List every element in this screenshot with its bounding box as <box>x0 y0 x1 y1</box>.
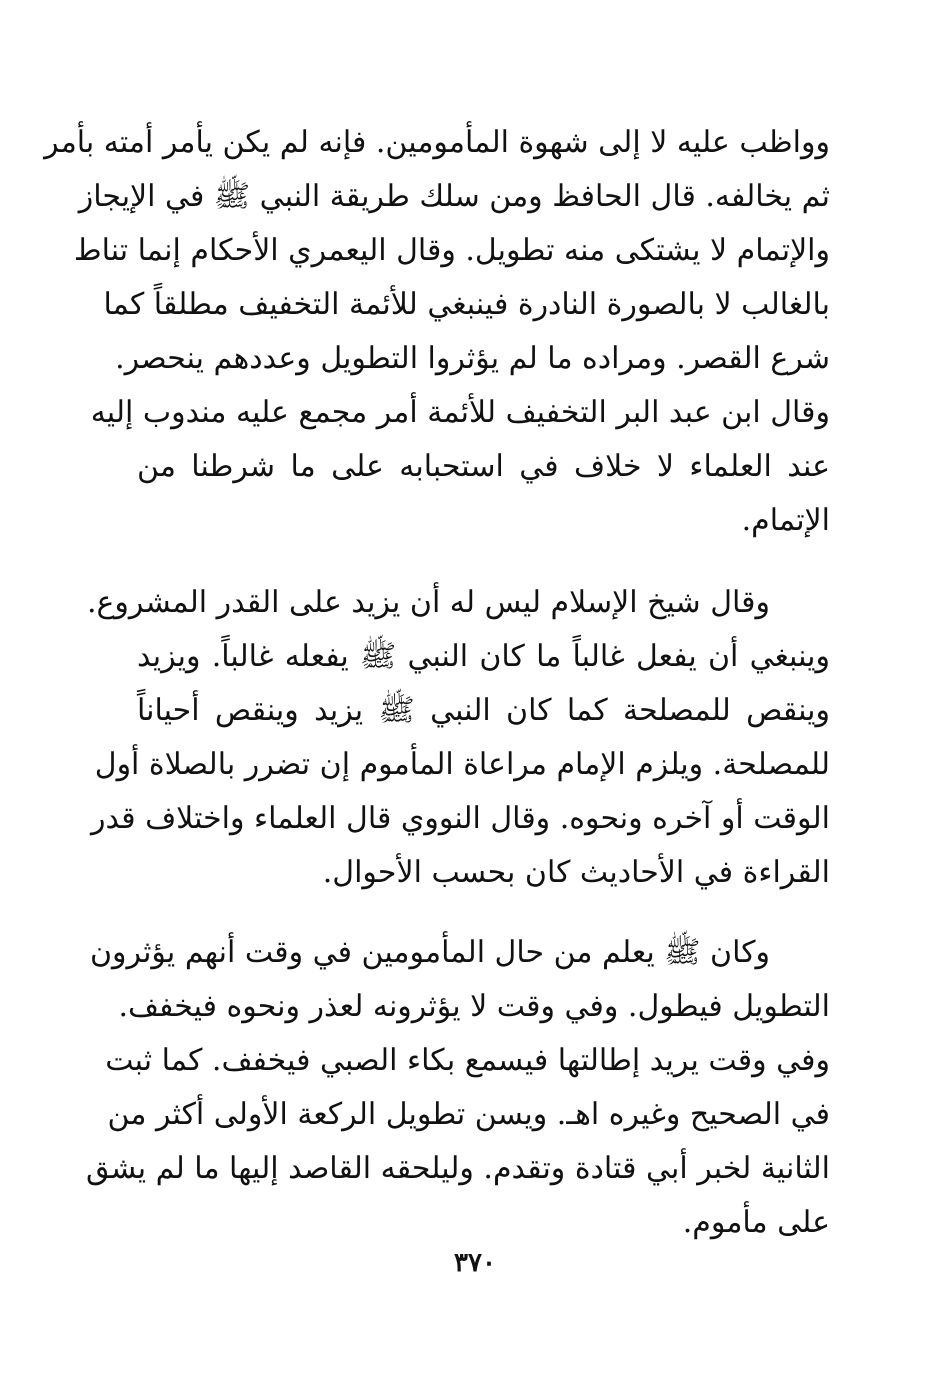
text-line: شرع القصر. ومراده ما لم يؤثروا التطويل وعددهم ينحصر. <box>115 341 830 376</box>
text-line: القراءة في الأحاديث كان بحسب الأحوال. <box>322 855 830 890</box>
text-line: وفي وقت يريد إطالتها فيسمع بكاء الصبي فيخفف. كما ثبت <box>105 1043 830 1078</box>
text-line: في الصحيح وغيره اهـ. ويسن تطويل الركعة الأولى أكثر من <box>107 1097 830 1132</box>
page-number: ٣٧٠ <box>454 1248 496 1278</box>
text-line: الإتمام. <box>741 503 830 538</box>
paragraph-2 <box>86 576 830 900</box>
text-line: للمصلحة. ويلزم الإمام مراعاة المأموم إن تضرر بالصلاة أول <box>94 747 830 782</box>
paragraph-3 <box>86 926 830 1250</box>
text-line: الثانية لخبر أبي قتادة وتقدم. وليلحقه القاصد إليها ما لم يشق <box>86 1151 830 1186</box>
text-line: وقال شيخ الإسلام ليس له أن يزيد على القدر المشروع. <box>86 585 770 620</box>
text-line: ثم يخالفه. قال الحافظ ومن سلك طريقة النبي ﷺ في الإيجاز <box>78 179 830 214</box>
text-line: الوقت أو آخره ونحوه. وقال النووي قال العلماء واختلاف قدر <box>90 801 830 836</box>
text-line: التطويل فيطول. وفي وقت لا يؤثرونه لعذر ونحوه فيخفف. <box>118 989 830 1024</box>
paragraph-1 <box>44 116 830 548</box>
text-line: بالغالب لا بالصورة النادرة فينبغي للأئمة التخفيف مطلقاً كما <box>103 287 830 322</box>
text-line: وواظب عليه لا إلى شهوة المأمومين. فإنه لم يكن يأمر أمته بأمر <box>44 125 830 160</box>
text-line: وكان ﷺ يعلم من حال المأمومين في وقت أنهم يؤثرون <box>90 935 770 970</box>
text-line: على مأموم. <box>682 1205 830 1240</box>
text-line: والإتمام لا يشتكى منه تطويل. وقال اليعمري الأحكام إنما تناط <box>73 233 830 268</box>
text-line: وينقص للمصلحة كما كان النبي ﷺ يزيد وينقص أحياناً <box>137 693 830 728</box>
text-line: عند العلماء لا خلاف في استحبابه على ما شرطنا من <box>137 449 830 484</box>
text-line: وينبغي أن يفعل غالباً ما كان النبي ﷺ يفعله غالباً. ويزيد <box>137 639 830 674</box>
text-line: وقال ابن عبد البر التخفيف للأئمة أمر مجمع عليه مندوب إليه <box>90 395 830 430</box>
